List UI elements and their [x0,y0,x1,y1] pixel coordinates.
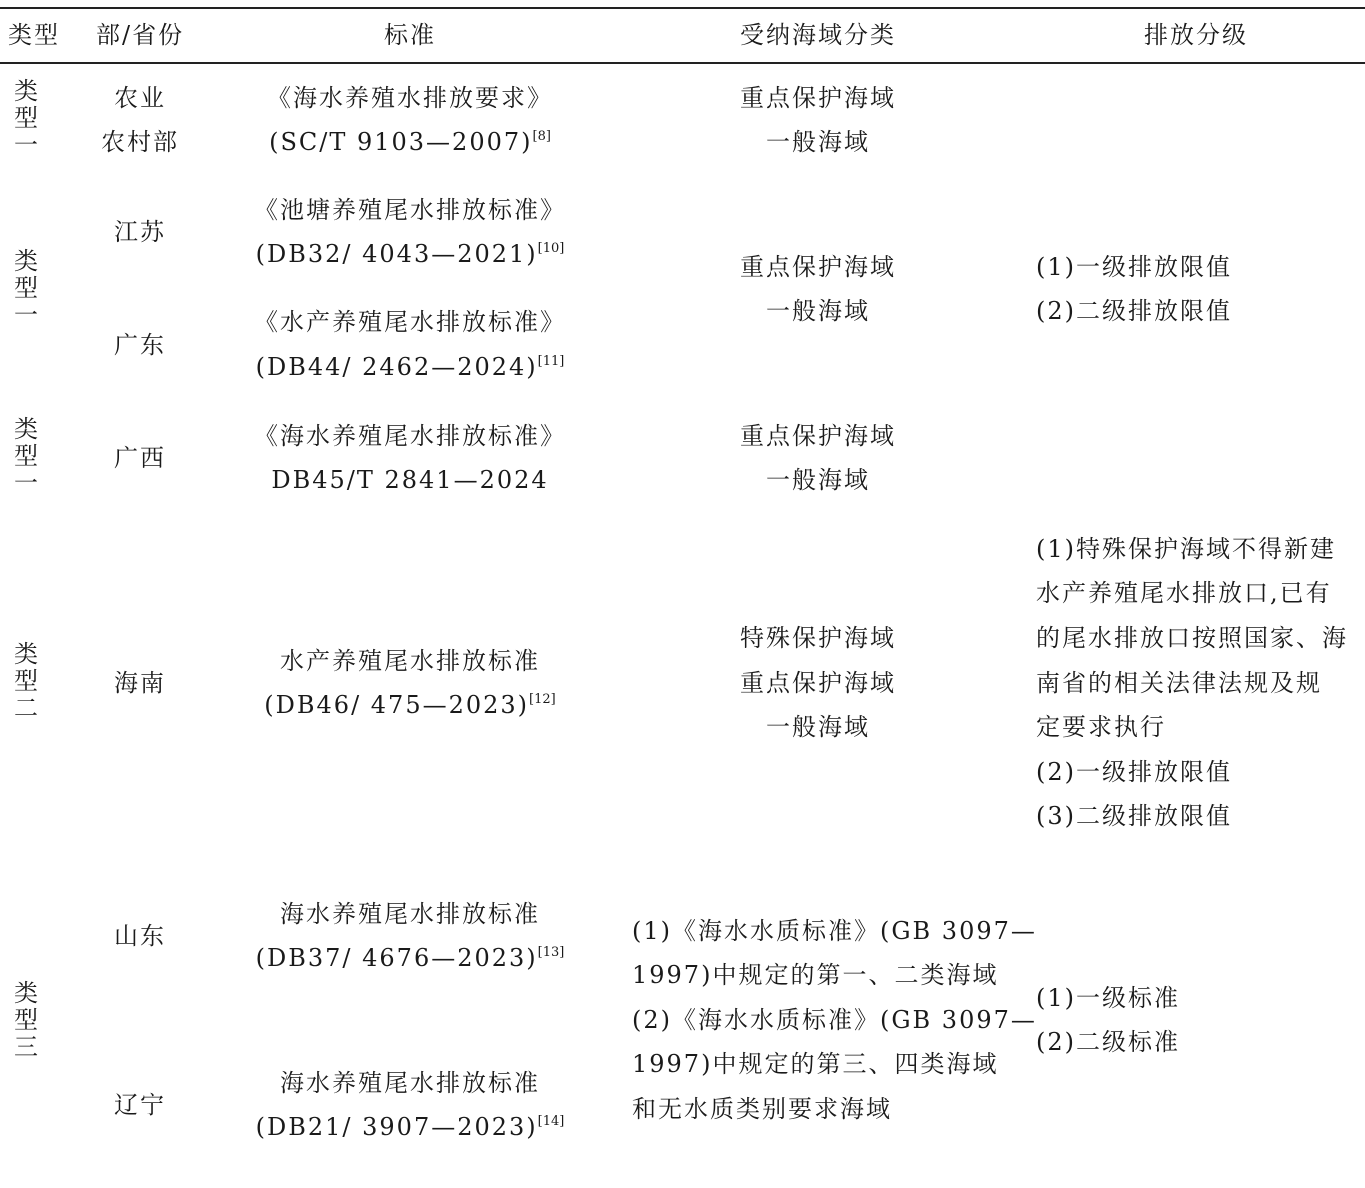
header-grade: 排放分级 [1144,21,1248,49]
grade-item: 的尾水排放口按照国家、海 [1036,624,1348,652]
header-rule [0,62,1365,64]
standard-title: 《海水养殖尾水排放标准》 [254,422,566,450]
sea-class-item: 一般海域 [766,713,870,741]
reference: [10] [537,241,565,256]
grade-item: (1)特殊保护海域不得新建 [1036,535,1336,563]
grade-item: (2)二级标准 [1036,1028,1180,1056]
grade-item: (2)一级排放限值 [1036,758,1232,786]
grade-item: 南省的相关法律法规及规 [1036,669,1322,697]
grade-item: (1)一级排放限值 [1036,253,1232,281]
province-cell: 广西 [114,444,166,472]
grade-item: 水产养殖尾水排放口,已有 [1036,579,1332,607]
sea-class-item: 一般海域 [766,466,870,494]
top-rule [0,7,1365,9]
sea-class-item: 重点保护海域 [740,84,896,112]
sea-class-item: 1997)中规定的第三、四类海域 [632,1050,999,1078]
standard-code: (DB21/ 3907—2023)[14] [255,1113,565,1141]
sea-class-item: 重点保护海域 [740,422,896,450]
province-cell: 农业 [114,84,166,112]
standard-title: 海水养殖尾水排放标准 [280,900,540,928]
province-cell: 农村部 [101,128,179,156]
grade-item: 定要求执行 [1036,713,1166,741]
standard-title: 水产养殖尾水排放标准 [280,647,540,675]
type-cell: 类 型 一 [14,415,38,497]
sea-class-item: 一般海域 [766,128,870,156]
province-cell: 山东 [114,922,166,950]
standard-code: (DB44/ 2462—2024)[11] [255,353,565,381]
standard-title: 《海水养殖水排放要求》 [267,84,553,112]
sea-class-item: 重点保护海域 [740,669,896,697]
standard-title: 《池塘养殖尾水排放标准》 [254,196,566,224]
sea-class-item: 和无水质类别要求海域 [632,1095,892,1123]
standard-title: 《水产养殖尾水排放标准》 [254,308,566,336]
standard-code: (DB46/ 475—2023)[12] [264,691,556,719]
sea-class-item: (1)《海水水质标准》(GB 3097— [632,917,1037,945]
type-cell: 类 型 三 [14,979,38,1061]
reference: [13] [537,945,565,960]
standard-title: 海水养殖尾水排放标准 [280,1069,540,1097]
sea-class-item: 一般海域 [766,297,870,325]
standard-code: DB45/T 2841—2024 [271,466,549,494]
sea-class-item: 重点保护海域 [740,253,896,281]
sea-class-item: 特殊保护海域 [740,624,896,652]
standard-code: (SC/T 9103—2007)[8] [269,128,551,156]
sea-class-item: 1997)中规定的第一、二类海域 [632,961,999,989]
header-type: 类型 [8,21,60,49]
grade-item: (2)二级排放限值 [1036,297,1232,325]
province-cell: 广东 [114,331,166,359]
reference: [14] [537,1114,565,1129]
standard-code: (DB37/ 4676—2023)[13] [255,944,565,972]
reference: [8] [532,129,551,144]
type-cell: 类 型 二 [14,640,38,722]
header-province: 部/省份 [96,21,185,49]
type-cell: 类 型 一 [14,77,38,159]
province-cell: 辽宁 [114,1091,166,1119]
province-cell: 海南 [114,669,166,697]
header-standard: 标准 [384,21,436,49]
type-cell: 类 型 一 [14,247,38,329]
grade-item: (1)一级标准 [1036,984,1180,1012]
reference: [11] [537,354,565,369]
grade-item: (3)二级排放限值 [1036,802,1232,830]
header-sea-class: 受纳海域分类 [740,21,896,49]
province-cell: 江苏 [114,218,166,246]
standard-code: (DB32/ 4043—2021)[10] [255,240,565,268]
sea-class-item: (2)《海水水质标准》(GB 3097— [632,1006,1037,1034]
reference: [12] [529,692,556,707]
